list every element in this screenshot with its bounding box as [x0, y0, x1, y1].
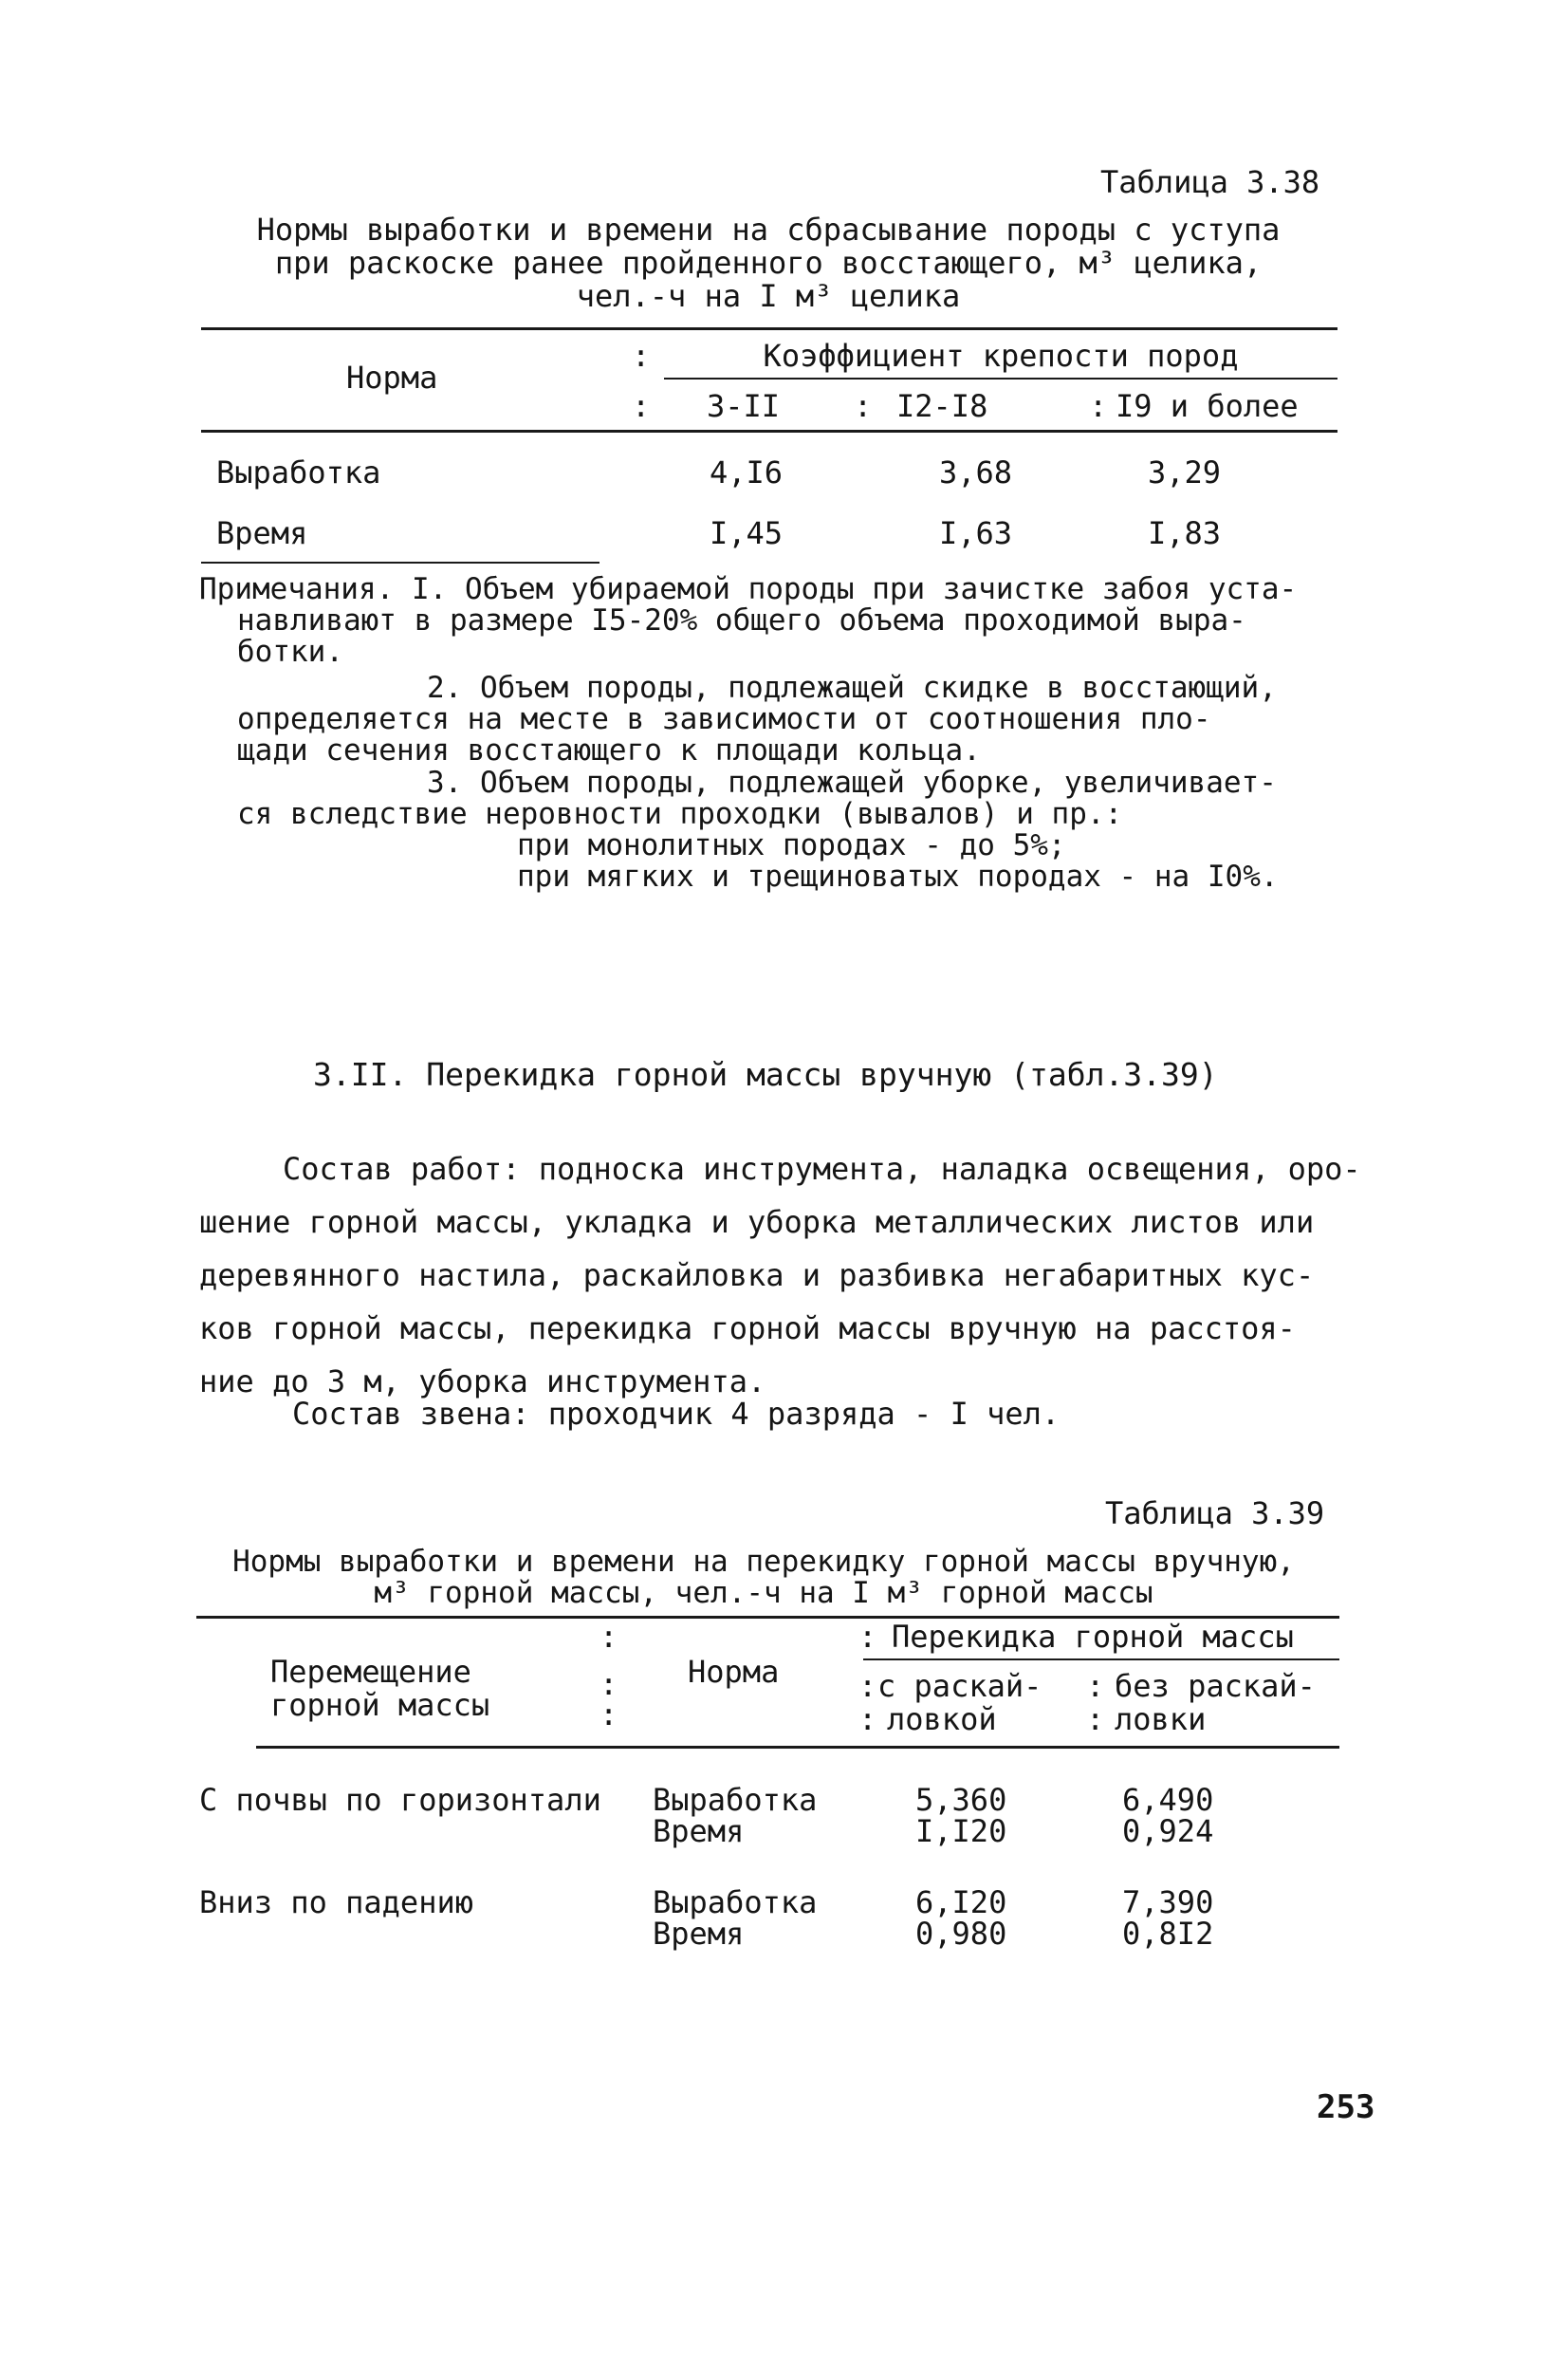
crew-composition: Состав звена: проходчик 4 разряда - I чел.	[292, 1396, 1061, 1432]
table-title-line: Нормы выработки и времени на перекидку горной массы вручную,	[232, 1545, 1295, 1579]
column-separator: :	[1086, 1701, 1105, 1737]
column-header: ловкой	[887, 1701, 997, 1737]
paragraph-line: Состав работ: подноска инструмента, наладка освещения, оро-	[283, 1151, 1361, 1187]
table-rule	[664, 378, 1337, 380]
paragraph-line: ков горной массы, перекидка горной массы вручную на расстоя-	[199, 1310, 1296, 1346]
note-line: при монолитных породах - до 5%;	[517, 828, 1066, 862]
table-title-line: м³ горной массы, чел.-ч на I м³ горной массы	[374, 1576, 1153, 1610]
table-title-line: Нормы выработки и времени на сбрасывание породы с уступа	[256, 212, 1281, 248]
row-label: С почвы по горизонтали	[199, 1782, 601, 1818]
column-separator: :	[858, 1619, 877, 1655]
paragraph-line: деревянного настила, раскайловка и разбивка негабаритных кус-	[199, 1257, 1315, 1293]
table-cell: 6,I20	[915, 1884, 1007, 1920]
table-cell: I,63	[939, 515, 1013, 551]
column-group-header: Перекидка горной массы	[892, 1619, 1294, 1655]
column-separator: :	[600, 1666, 618, 1702]
table-rule	[863, 1658, 1339, 1660]
table-title-line: чел.-ч на I м³ целика	[576, 278, 961, 314]
row-norm: Время	[653, 1813, 745, 1849]
column-header: ловки	[1115, 1701, 1207, 1737]
note-line: 3. Объем породы, подлежащей уборке, увеличивает-	[427, 766, 1277, 800]
column-header-move: Перемещение	[270, 1654, 471, 1690]
table-cell: I,45	[710, 515, 784, 551]
column-header: I9 и более	[1116, 388, 1299, 424]
column-separator: :	[600, 1619, 618, 1655]
table-cell: 4,I6	[710, 454, 784, 491]
column-header-move: горной массы	[270, 1687, 490, 1723]
column-separator: :	[600, 1696, 618, 1732]
paragraph-line: ние до 3 м, уборка инструмента.	[199, 1363, 766, 1399]
row-norm: Время	[653, 1916, 745, 1952]
table-title-line: при раскоске ранее пройденного восстающего, м³ целика,	[274, 245, 1263, 281]
table-cell: 0,924	[1122, 1813, 1214, 1849]
column-separator: :	[632, 338, 651, 374]
row-norm: Выработка	[653, 1782, 818, 1818]
table-label: Таблица 3.38	[1100, 164, 1320, 200]
note-line: при мягких и трещиноватых породах - на I0%.	[517, 860, 1279, 894]
note-line: щади сечения восстающего к площади кольца.	[237, 733, 981, 768]
note-line: ботки.	[237, 635, 343, 669]
paragraph-line: шение горной массы, укладка и уборка металлических листов или	[199, 1204, 1315, 1240]
note-line: навливают в размере I5-20% общего объема проходимой выра-	[237, 603, 1246, 638]
column-header: 3-II	[707, 388, 781, 424]
row-norm: Выработка	[653, 1884, 818, 1920]
table-rule	[201, 562, 600, 564]
table-cell: I,83	[1148, 515, 1222, 551]
table-label: Таблица 3.39	[1105, 1495, 1325, 1531]
row-label: Вниз по падению	[199, 1884, 473, 1920]
table-cell: 5,360	[915, 1782, 1007, 1818]
table-rule	[256, 1746, 1339, 1749]
page-number: 253	[1317, 2088, 1375, 2126]
table-rule	[201, 327, 1337, 330]
column-group-header: Коэффициент крепости пород	[763, 338, 1239, 374]
table-cell: I,I20	[915, 1813, 1007, 1849]
column-separator: :	[1086, 1668, 1105, 1704]
note-line: 2. Объем породы, подлежащей скидке в восстающий,	[427, 671, 1277, 705]
table-cell: 3,68	[939, 454, 1013, 491]
column-header-norm: Норма	[346, 360, 438, 396]
row-label: Время	[216, 515, 308, 551]
column-header-norm: Норма	[688, 1654, 780, 1690]
column-separator: :	[632, 388, 651, 424]
table-cell: 0,980	[915, 1916, 1007, 1952]
note-line: Примечания. I. Объем убираемой породы при зачистке забоя уста-	[199, 572, 1298, 606]
row-label: Выработка	[216, 454, 381, 491]
column-header: I2-I8	[896, 388, 988, 424]
table-rule	[201, 430, 1337, 433]
note-line: ся вследствие неровности проходки (вывалов) и пр.:	[237, 797, 1123, 831]
table-cell: 0,8I2	[1122, 1916, 1214, 1952]
column-separator: :	[858, 1668, 877, 1704]
table-cell: 7,390	[1122, 1884, 1214, 1920]
note-line: определяется на месте в зависимости от соотношения пло-	[237, 702, 1211, 736]
table-cell: 3,29	[1148, 454, 1222, 491]
column-separator: :	[854, 388, 873, 424]
column-header: с раскай-	[877, 1668, 1042, 1704]
column-header: без раскай-	[1115, 1668, 1316, 1704]
section-heading: 3.II. Перекидка горной массы вручную (табл.3.39)	[313, 1056, 1218, 1093]
column-separator: :	[858, 1701, 877, 1737]
column-separator: :	[1089, 388, 1108, 424]
table-cell: 6,490	[1122, 1782, 1214, 1818]
